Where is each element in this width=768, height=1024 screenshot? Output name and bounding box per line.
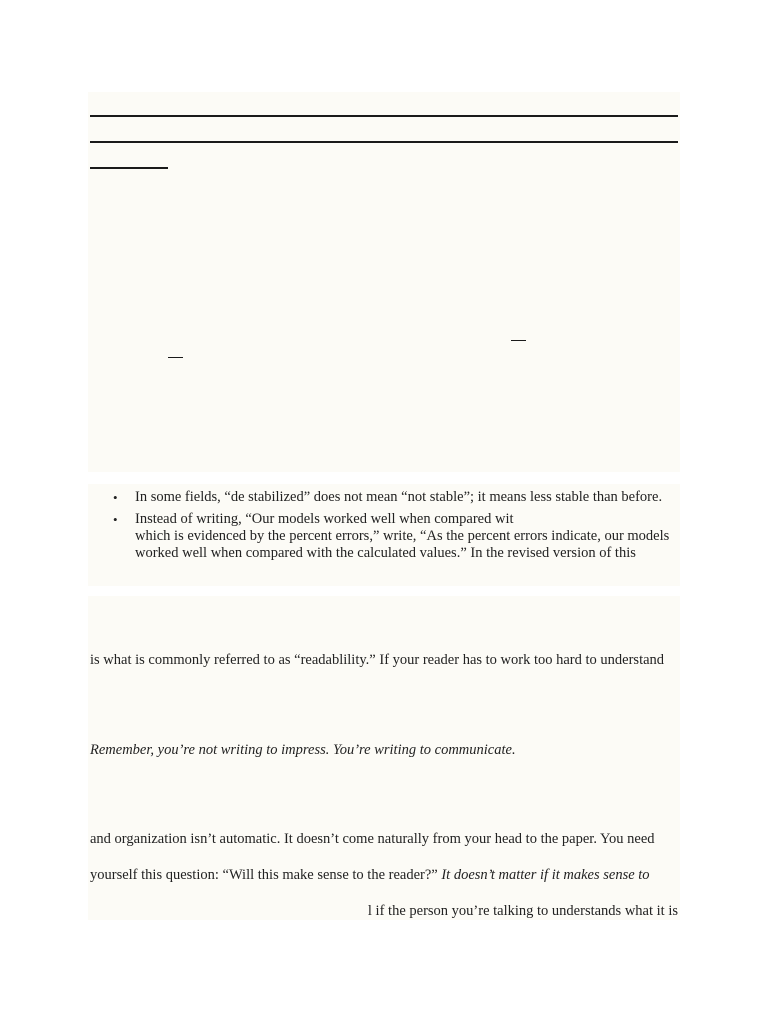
horizontal-rule-1 bbox=[90, 115, 678, 117]
question-italic-text: It doesn’t matter if it makes sense to bbox=[441, 867, 650, 883]
em-dash-mark-2 bbox=[168, 357, 183, 358]
bullet-icon: • bbox=[113, 490, 118, 505]
readability-line: is what is commonly referred to as “readablility.” If your reader has to work too hard to understand bbox=[90, 652, 665, 668]
em-dash-mark-1 bbox=[511, 340, 526, 341]
question-text: yourself this question: “Will this make sense to the reader?” bbox=[90, 867, 442, 883]
last-line: l if the person you’re talking to understands what it is bbox=[367, 903, 678, 919]
question-line bbox=[90, 866, 678, 884]
organization-line: and organization isn’t automatic. It doesn’t come naturally from your head to the paper. You need bbox=[90, 831, 655, 847]
faded-text-block-top bbox=[88, 92, 680, 472]
remember-line: Remember, you’re not writing to impress. You’re writing to communicate. bbox=[90, 742, 516, 758]
list-item: • In some fields, “de stabilized” does not mean “not stable”; it means less stable than before. bbox=[113, 489, 663, 505]
bullet-list bbox=[88, 489, 678, 567]
bullet-icon: • bbox=[113, 512, 118, 527]
horizontal-rule-short bbox=[90, 167, 168, 169]
horizontal-rule-2 bbox=[90, 141, 678, 143]
list-item: • Instead of writing, “Our models worked well when compared wit which is evidenced by the percent errors,” write, “As the percent errors indicate, our models worked well when compared with the calculated values.” In the revised version of this bbox=[113, 511, 670, 561]
